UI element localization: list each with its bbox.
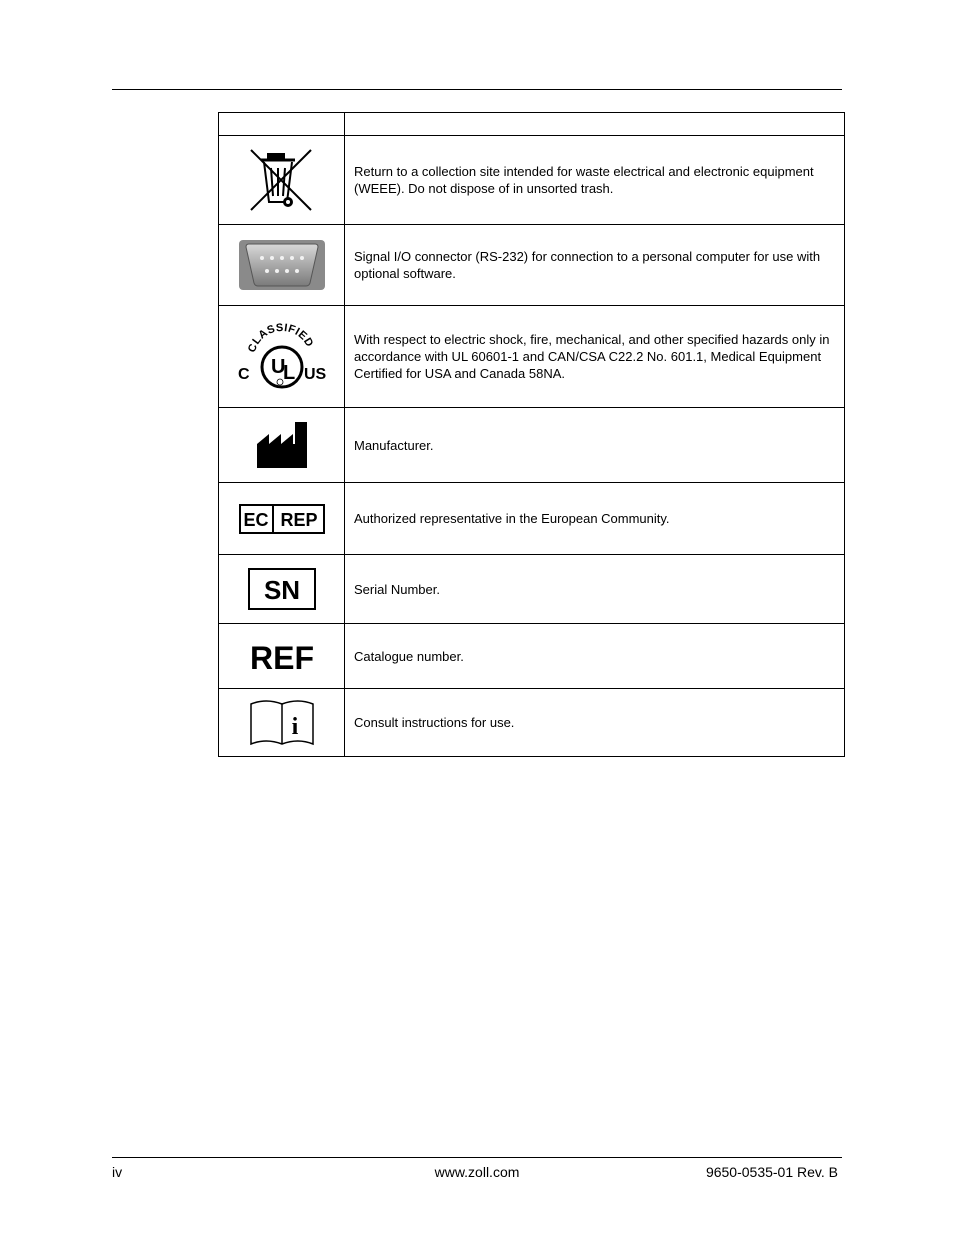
ref-icon bbox=[250, 638, 314, 674]
symbol-cell bbox=[219, 306, 345, 408]
svg-text:CLASSIFIED: CLASSIFIED bbox=[245, 321, 316, 354]
table-row bbox=[219, 555, 845, 624]
description-cell: Return to a collection site intended for waste electrical and electronic equipment (WEEE). Do not dispose of in unsorted trash. bbox=[345, 136, 845, 225]
svg-text:US: US bbox=[303, 365, 326, 383]
symbol-cell bbox=[219, 408, 345, 483]
description-cell: Authorized representative in the European Community. bbox=[345, 483, 845, 555]
sn-label: SN bbox=[263, 575, 300, 605]
header-cell-description bbox=[345, 113, 845, 136]
symbol-cell bbox=[219, 225, 345, 306]
footer-website: www.zoll.com bbox=[434, 1164, 520, 1180]
sn-icon bbox=[248, 568, 316, 610]
table-row bbox=[219, 483, 845, 555]
symbol-cell bbox=[219, 483, 345, 555]
header-cell-symbol bbox=[219, 113, 345, 136]
info-label: i bbox=[291, 713, 298, 740]
table-row bbox=[219, 408, 845, 483]
ec-rep-icon bbox=[239, 504, 325, 534]
table-row bbox=[219, 225, 845, 306]
symbol-cell bbox=[219, 555, 345, 624]
footer-page-number: iv bbox=[112, 1164, 123, 1180]
table-row bbox=[219, 624, 845, 689]
svg-text:U: U bbox=[270, 355, 285, 378]
table-row bbox=[219, 136, 845, 225]
footer-doc-number: 9650-0535-01 Rev. B bbox=[705, 1164, 838, 1180]
svg-text:C: C bbox=[237, 365, 250, 383]
symbol-cell bbox=[219, 689, 345, 757]
weee-crossed-bin-icon bbox=[247, 146, 317, 214]
description-cell: Manufacturer. bbox=[345, 408, 845, 483]
description-cell: With respect to electric shock, fire, mechanical, and other specified hazards only in accordance with UL 60601-1 and CAN/CSA C22.2 No. 601.1, Medical Equipment Certified for USA and Canada 58NA. bbox=[345, 306, 845, 408]
description-cell: Signal I/O connector (RS-232) for connection to a personal computer for use with optional software. bbox=[345, 225, 845, 306]
svg-text:L: L bbox=[282, 361, 295, 384]
footer-rule bbox=[112, 1157, 842, 1158]
symbol-cell bbox=[219, 136, 345, 225]
symbol-cell bbox=[219, 624, 345, 689]
symbols-table bbox=[218, 112, 845, 757]
rs232-connector-icon bbox=[238, 239, 326, 291]
ref-label: REF bbox=[249, 640, 314, 674]
description-cell: Consult instructions for use. bbox=[345, 689, 845, 757]
rep-label: REP bbox=[279, 509, 318, 530]
description-cell: Catalogue number. bbox=[345, 624, 845, 689]
table-header-row bbox=[219, 113, 845, 136]
ul-classified-mark bbox=[236, 315, 328, 399]
table-row bbox=[219, 306, 845, 408]
description-cell: Serial Number. bbox=[345, 555, 845, 624]
info-book-icon bbox=[249, 698, 315, 748]
factory-icon bbox=[255, 420, 309, 470]
table-row bbox=[219, 689, 845, 757]
header-rule bbox=[112, 89, 842, 90]
ec-label: EC bbox=[242, 509, 269, 530]
